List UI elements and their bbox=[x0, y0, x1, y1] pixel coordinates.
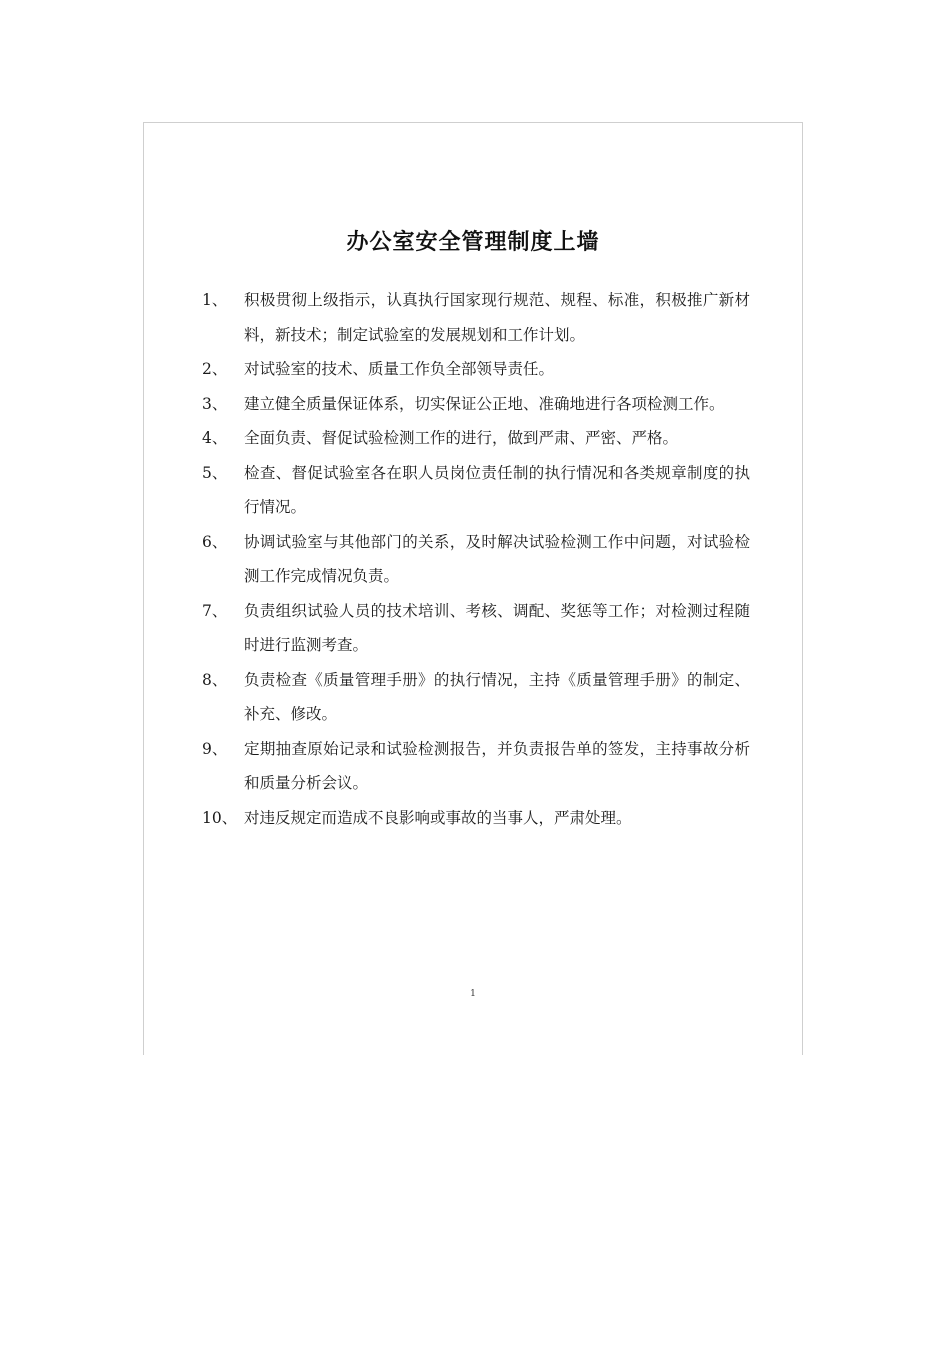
rules-list bbox=[202, 283, 750, 835]
list-item bbox=[202, 387, 750, 422]
item-text: 对试验室的技术、质量工作负全部领导责任。 bbox=[244, 360, 555, 378]
item-number: 2、 bbox=[202, 360, 228, 378]
list-item bbox=[202, 663, 750, 732]
item-number: 8、 bbox=[202, 670, 228, 689]
list-item bbox=[202, 732, 750, 801]
list-item bbox=[202, 421, 750, 456]
item-number: 6、 bbox=[202, 532, 228, 551]
item-text: 检查、督促试验室各在职人员岗位责任制的执行情况和各类规章制度的执行情况。 bbox=[244, 463, 750, 516]
item-text: 定期抽查原始记录和试验检测报告，并负责报告单的签发，主持事故分析和质量分析会议。 bbox=[244, 739, 750, 792]
item-number: 5、 bbox=[202, 463, 228, 482]
list-item bbox=[202, 456, 750, 525]
list-item bbox=[202, 283, 750, 352]
item-text: 建立健全质量保证体系，切实保证公正地、准确地进行各项检测工作。 bbox=[244, 394, 725, 413]
item-number: 9、 bbox=[202, 739, 228, 758]
item-number: 1、 bbox=[202, 291, 228, 309]
item-number: 10、 bbox=[202, 808, 238, 827]
list-item bbox=[202, 594, 750, 663]
item-text: 协调试验室与其他部门的关系，及时解决试验检测工作中问题，对试验检测工作完成情况负责。 bbox=[244, 532, 750, 585]
list-item bbox=[202, 801, 750, 836]
item-number: 4、 bbox=[202, 429, 228, 447]
item-text: 负责检查《质量管理手册》的执行情况，主持《质量管理手册》的制定、补充、修改。 bbox=[244, 670, 750, 723]
list-item bbox=[202, 352, 750, 387]
document-page bbox=[143, 122, 803, 1055]
document-title: 办公室安全管理制度上墙 bbox=[346, 230, 600, 255]
item-text: 积极贯彻上级指示，认真执行国家现行规范、规程、标准，积极推广新材料，新技术；制定试验室的发展规划和工作计划。 bbox=[244, 291, 750, 344]
item-text: 对违反规定而造成不良影响或事故的当事人，严肃处理。 bbox=[244, 808, 632, 827]
list-item bbox=[202, 525, 750, 594]
item-number: 3、 bbox=[202, 394, 228, 413]
item-number: 7、 bbox=[202, 601, 228, 620]
item-text: 全面负责、督促试验检测工作的进行，做到严肃、严密、严格。 bbox=[244, 429, 679, 447]
item-text: 负责组织试验人员的技术培训、考核、调配、奖惩等工作；对检测过程随时进行监测考查。 bbox=[244, 601, 750, 654]
page-number: 1 bbox=[470, 989, 476, 999]
